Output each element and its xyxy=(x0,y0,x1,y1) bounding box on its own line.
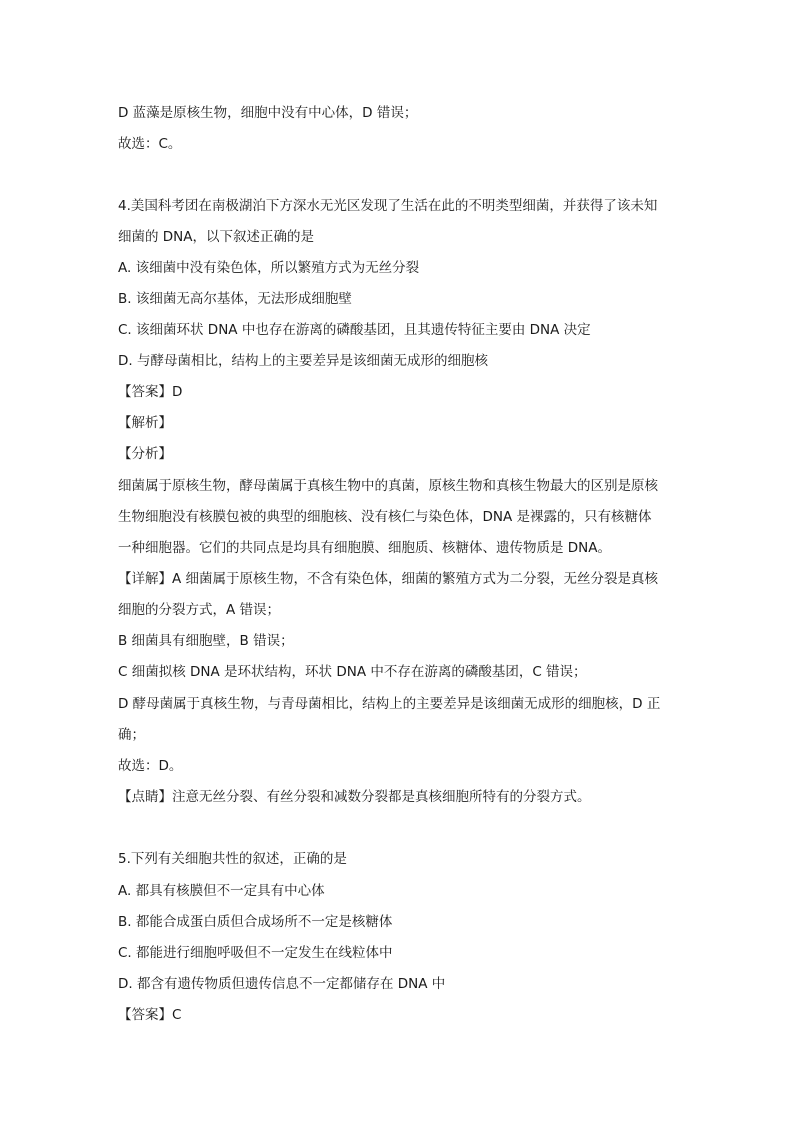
q5-answer: 【答案】C xyxy=(118,1007,182,1023)
q5-option-d: D. 都含有遗传物质但遗传信息不一定都储存在 DNA 中 xyxy=(118,976,446,992)
q4-detail-line: 【详解】A 细菌属于原核生物，不含有染色体，细菌的繁殖方式为二分裂，无丝分裂是真核 xyxy=(118,571,659,587)
q4-stem-line-1: 4.美国科考团在南极湖泊下方深水无光区发现了生活在此的不明类型细菌，并获得了该未知 xyxy=(118,198,658,214)
q4-analysis-line: 一种细胞器。它们的共同点是均具有细胞膜、细胞质、核糖体、遗传物质是 DNA。 xyxy=(118,540,612,556)
q4-analysis-line: 细菌属于原核生物，酵母菌属于真核生物中的真菌，原核生物和真核生物最大的区别是原核 xyxy=(118,478,658,494)
prev-choice: 故选：C。 xyxy=(118,136,182,152)
q4-detail-line: 确； xyxy=(118,727,145,743)
q5-option-a: A. 都具有核膜但不一定具有中心体 xyxy=(118,883,325,899)
q4-analysis-line: 生物细胞没有核膜包被的典型的细胞核、没有核仁与染色体，DNA 是裸露的，只有核糖体 xyxy=(118,509,652,525)
q4-detail-line: D 酵母菌属于真核生物，与青母菌相比，结构上的主要差异是该细菌无成形的细胞核，D 正 xyxy=(118,696,661,712)
q4-detail-line: C 细菌拟核 DNA 是环状结构，环状 DNA 中不存在游离的磷酸基团，C 错误； xyxy=(118,664,587,680)
q4-note: 【点睛】注意无丝分裂、有丝分裂和减数分裂都是真核细胞所特有的分裂方式。 xyxy=(118,789,591,805)
q5-stem: 5.下列有关细胞共性的叙述，正确的是 xyxy=(118,851,347,867)
q4-option-a: A. 该细菌中没有染色体，所以繁殖方式为无丝分裂 xyxy=(118,260,420,276)
q4-option-c: C. 该细菌环状 DNA 中也存在游离的磷酸基团，且其遗传特征主要由 DNA 决定 xyxy=(118,322,591,338)
q4-fenxi-heading: 【分析】 xyxy=(118,446,172,462)
prev-option-d-explanation: D 蓝藻是原核生物，细胞中没有中心体，D 错误； xyxy=(118,105,418,121)
q4-answer: 【答案】D xyxy=(118,384,183,400)
q4-option-b: B. 该细菌无高尔基体，无法形成细胞壁 xyxy=(118,291,352,307)
q4-detail-line: 细胞的分裂方式，A 错误； xyxy=(118,602,281,618)
q4-detail-line: B 细菌具有细胞壁，B 错误； xyxy=(118,633,294,649)
q4-stem-line-2: 细菌的 DNA，以下叙述正确的是 xyxy=(118,229,315,245)
q5-option-c: C. 都能进行细胞呼吸但不一定发生在线粒体中 xyxy=(118,945,393,961)
q4-detail-line: 故选：D。 xyxy=(118,758,183,774)
q4-jiexi-heading: 【解析】 xyxy=(118,415,172,431)
q4-option-d: D. 与酵母菌相比，结构上的主要差异是该细菌无成形的细胞核 xyxy=(118,353,488,369)
q5-option-b: B. 都能合成蛋白质但合成场所不一定是核糖体 xyxy=(118,914,393,930)
